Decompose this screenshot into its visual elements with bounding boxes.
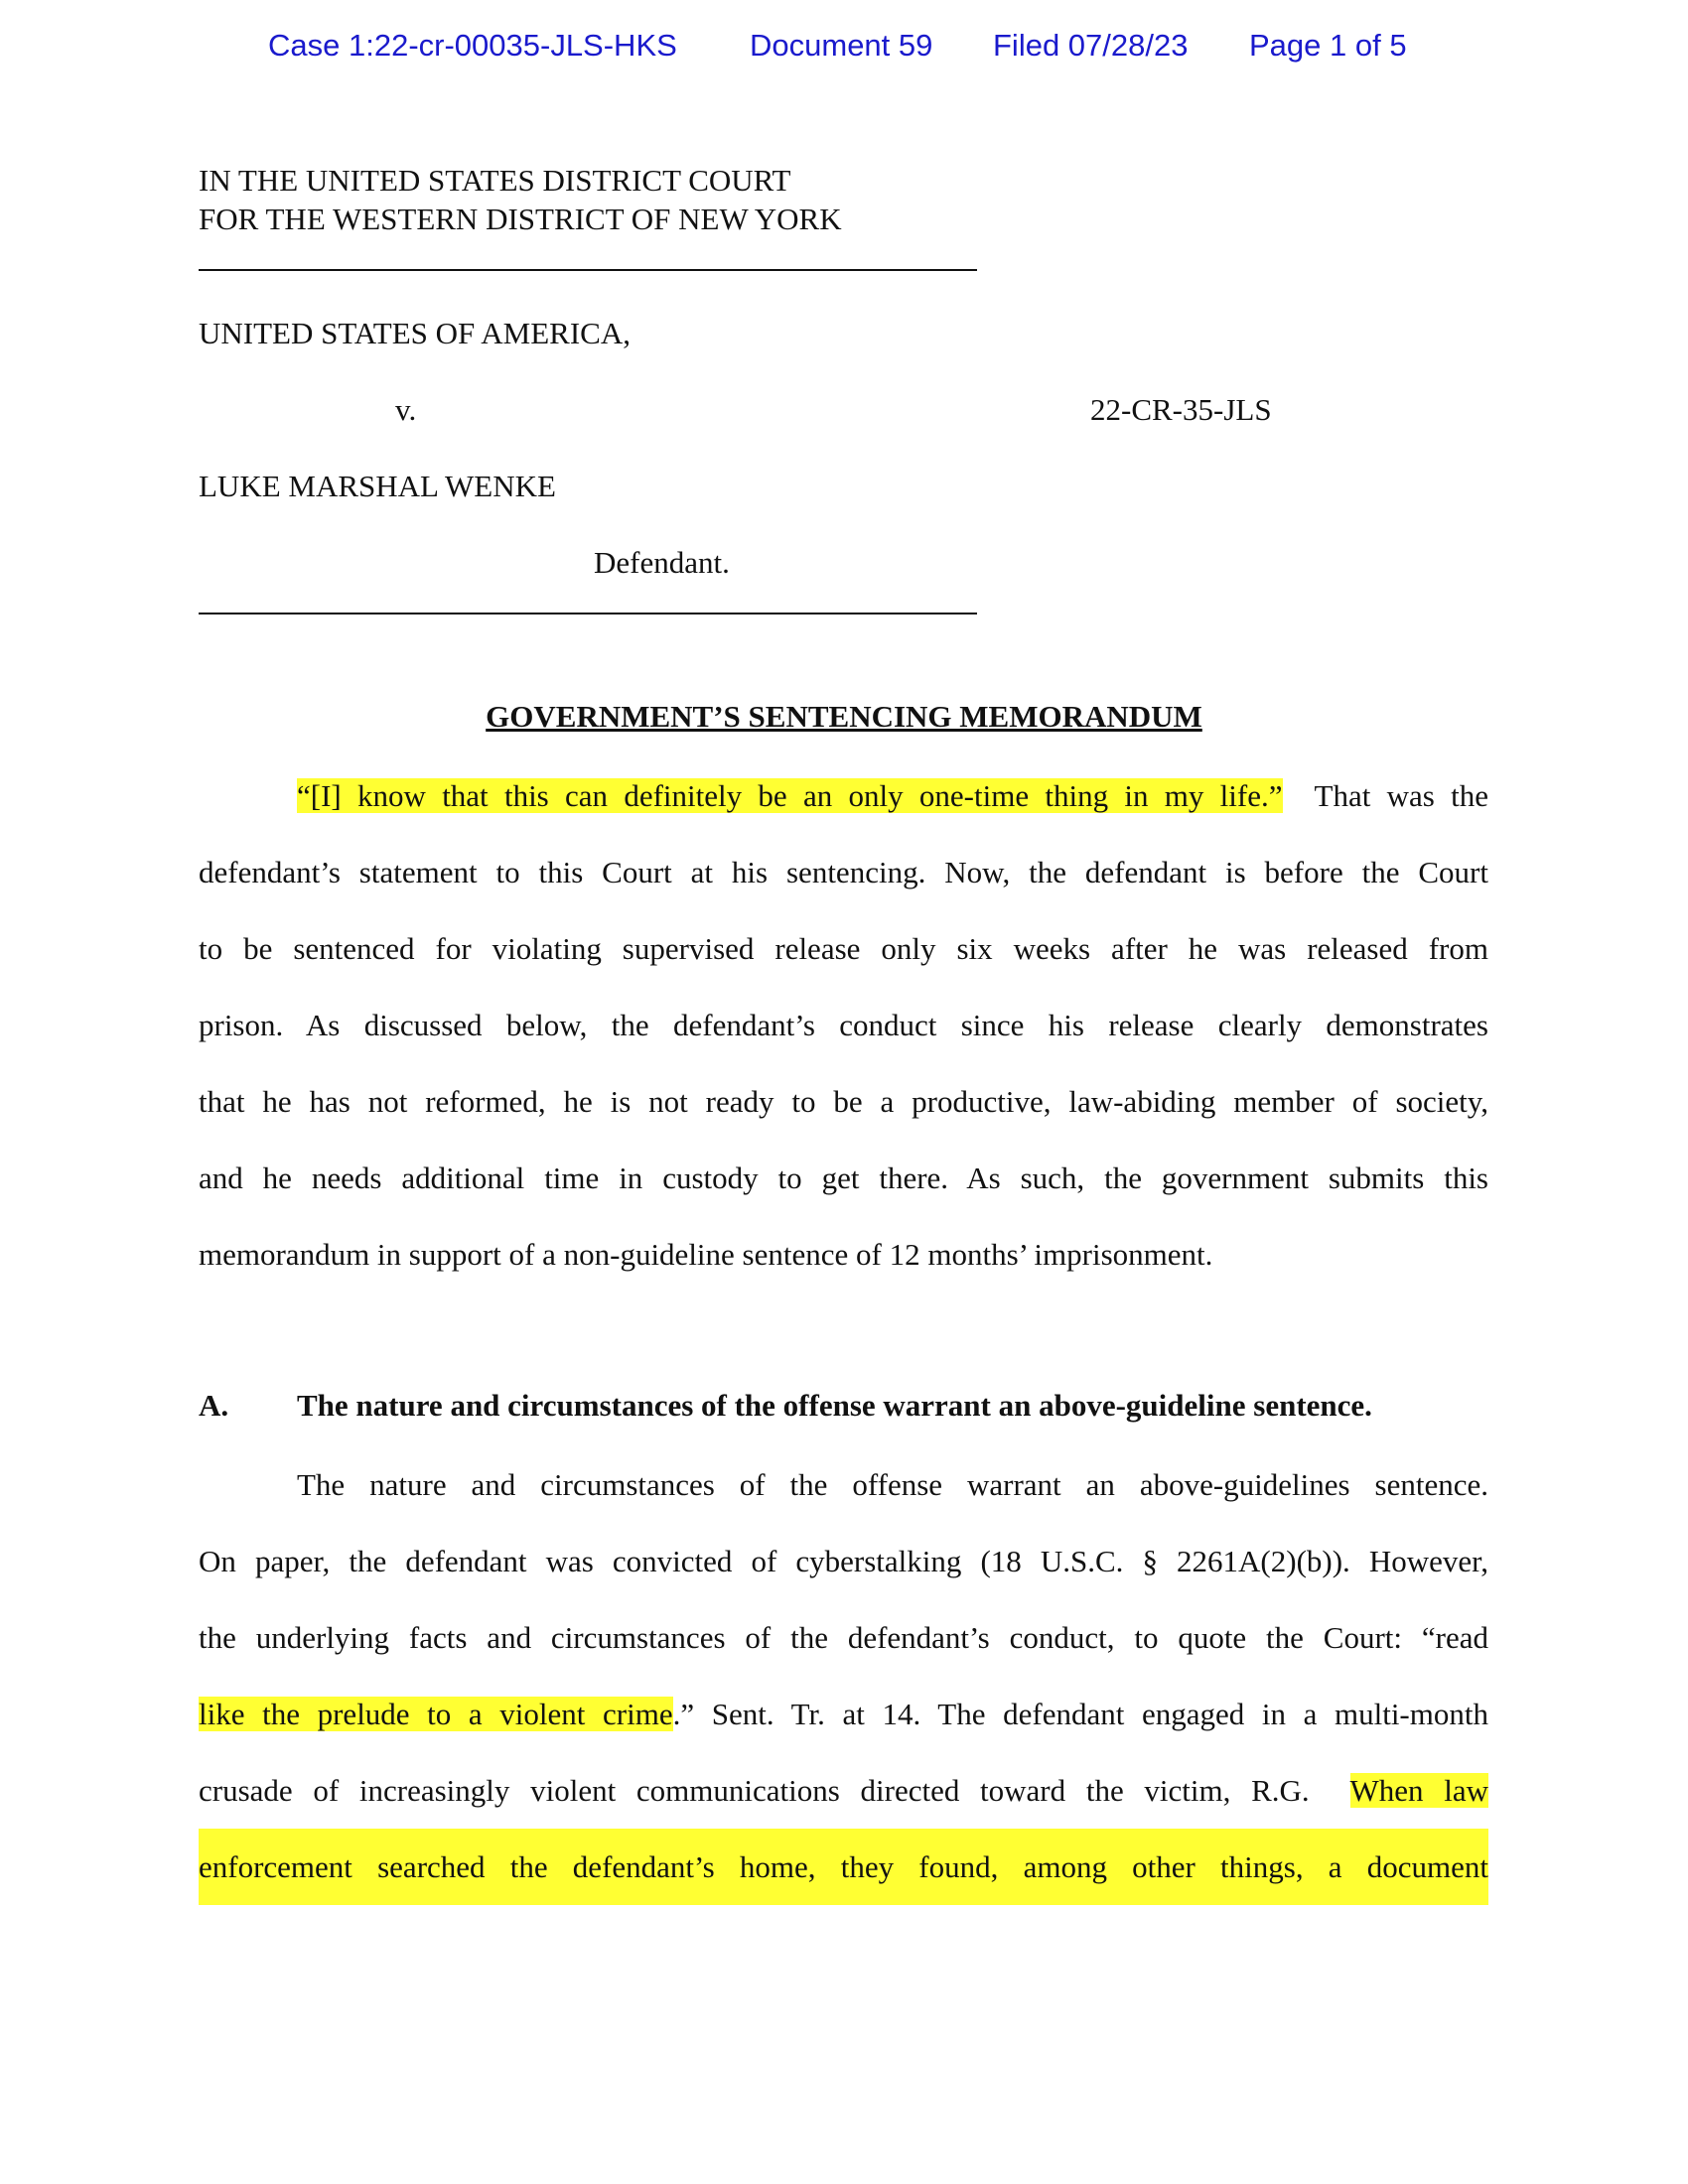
document-title: GOVERNMENT’S SENTENCING MEMORANDUM	[486, 699, 1202, 734]
section-a-line-1: The nature and circumstances of the offense warrant an above-guidelines sentence.	[297, 1467, 1488, 1502]
versus: v.	[395, 392, 417, 427]
plaintiff-name: UNITED STATES OF AMERICA,	[199, 316, 631, 350]
section-a-line-2: On paper, the defendant was convicted of cyberstalking (18 U.S.C. § 2261A(2)(b)). However,	[199, 1544, 1488, 1578]
intro-line-3: to be sentenced for violating supervised release only six weeks after he was released from	[199, 931, 1488, 966]
page-count-header: Page 1 of 5	[1249, 28, 1407, 63]
intro-line-1-rest: That was the	[1314, 778, 1488, 813]
intro-line-4: prison. As discussed below, the defendant’s conduct since his release clearly demonstrates	[199, 1008, 1488, 1042]
highlighted-court-quote: like the prelude to a violent crime	[199, 1697, 673, 1731]
defendant-name: LUKE MARSHAL WENKE	[199, 469, 556, 503]
section-a-heading: The nature and circumstances of the offense warrant an above-guideline sentence.	[297, 1388, 1372, 1423]
court-name-line1: IN THE UNITED STATES DISTRICT COURT	[199, 163, 791, 198]
intro-line-6: and he needs additional time in custody to get there. As such, the government submits this	[199, 1160, 1488, 1195]
caption-rule-top	[199, 269, 977, 271]
section-a-line-5-start: crusade of increasingly violent communications directed toward the victim, R.G.	[199, 1773, 1310, 1808]
intro-line-7: memorandum in support of a non-guideline sentence of 12 months’ imprisonment.	[199, 1237, 1213, 1272]
docket-number: 22-CR-35-JLS	[1090, 392, 1272, 427]
ecf-header	[0, 28, 1688, 71]
defendant-label: Defendant.	[594, 545, 730, 580]
section-a-line-6	[199, 1829, 1488, 1905]
court-name-line2: FOR THE WESTERN DISTRICT OF NEW YORK	[199, 202, 842, 236]
section-a-letter: A.	[199, 1388, 229, 1423]
highlighted-search-text: enforcement searched the defendant’s home, they found, among other things, a document	[199, 1829, 1488, 1905]
intro-line-2: defendant’s statement to this Court at his sentencing. Now, the defendant is before the Court	[199, 855, 1488, 889]
intro-line-1	[199, 757, 1488, 834]
section-a-paragraph	[199, 1446, 1488, 1905]
section-a-line-4	[199, 1676, 1488, 1752]
filed-date-header: Filed 07/28/23	[993, 28, 1189, 63]
section-a-line-5	[199, 1752, 1488, 1829]
section-a-line-3: the underlying facts and circumstances of the defendant’s conduct, to quote the Court: “read	[199, 1620, 1488, 1655]
highlighted-quote: “[I] know that this can definitely be an only one-time thing in my life.”	[297, 778, 1283, 813]
document-number-header: Document 59	[750, 28, 933, 63]
case-number-header: Case 1:22-cr-00035-JLS-HKS	[268, 28, 677, 63]
caption-rule-bottom	[199, 613, 977, 614]
intro-paragraph	[199, 757, 1488, 1293]
section-a-line-4-rest: .” Sent. Tr. at 14. The defendant engaged in a multi-month	[672, 1697, 1488, 1731]
document-title-wrap	[0, 699, 1688, 735]
highlighted-search-start: When law	[1349, 1773, 1488, 1808]
intro-line-5: that he has not reformed, he is not ready to be a productive, law-abiding member of society,	[199, 1084, 1488, 1119]
